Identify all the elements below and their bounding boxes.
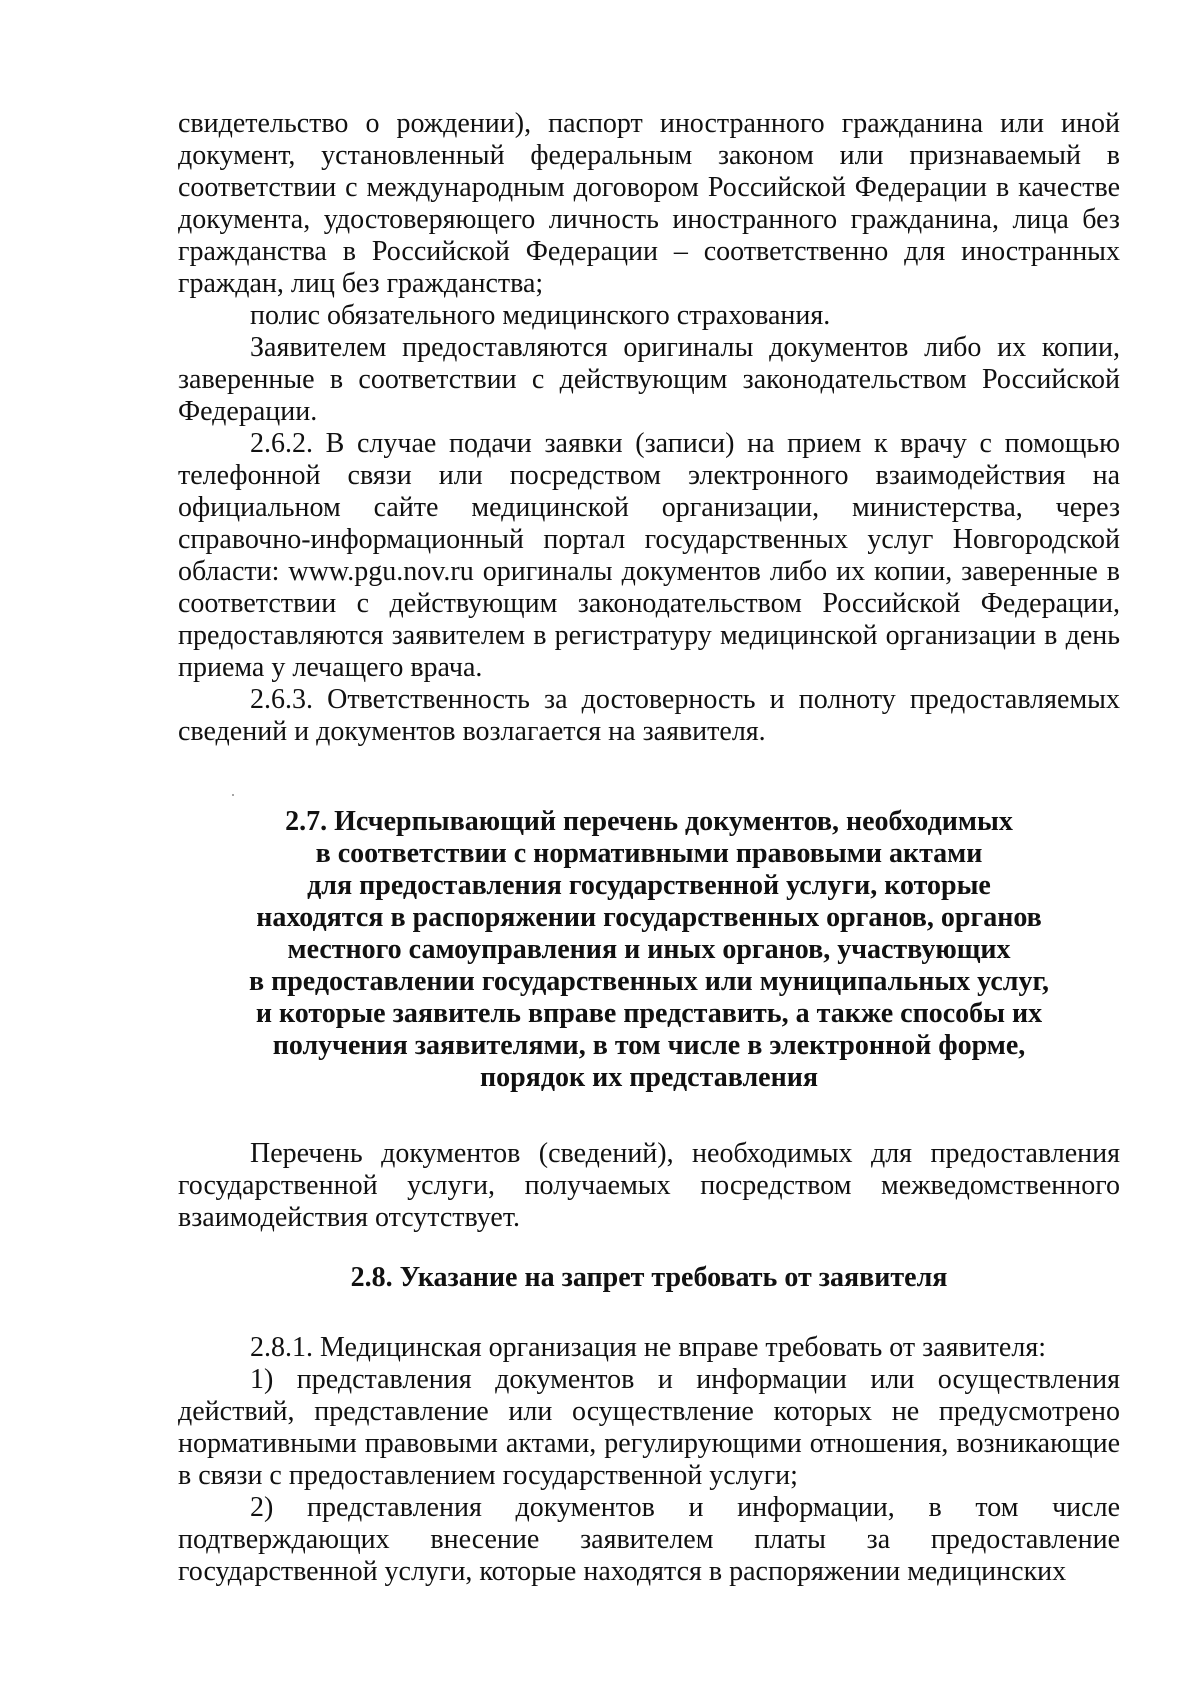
text-block-prohibitions xyxy=(178,1332,1120,1588)
heading-2-7-line: 2.7. Исчерпывающий перечень документов, необходимых xyxy=(285,806,1013,837)
text-block-interagency xyxy=(178,1138,1120,1234)
paragraph-2-6-3: 2.6.3. Ответственность за достоверность и полноту предоставляемых сведений и документов возлагается на заявителя. xyxy=(178,684,1120,747)
paragraph-item-1: 1) представления документов и информации или осуществления действий, представление или осуществление которых не предусмотрено нормативными правовыми актами, регулирующими отношения, возникающие в связи с предоставлением государственной услуги; xyxy=(178,1364,1120,1491)
heading-2-7-line: в предоставлении государственных или муниципальных услуг, xyxy=(248,966,1050,997)
heading-2-7-line: получения заявителями, в том числе в электронной форме, xyxy=(272,1030,1026,1061)
paragraph-2-8-1: 2.8.1. Медицинская организация не вправе требовать от заявителя: xyxy=(250,1332,1046,1363)
heading-2-7-line: для предоставления государственной услуги, которые xyxy=(307,870,991,901)
paragraph-identity-documents: свидетельство о рождении), паспорт иностранного гражданина или иной документ, установленный федеральным законом или признаваемый в соответствии с международным договором Российской Федерации в качестве документа, удостоверяющего личность иностранного гражданина, лица без гражданства в Российской Федерации – соответственно для иностранных граждан, лиц без гражданства; xyxy=(178,108,1120,299)
heading-2-7-line: местного самоуправления и иных органов, участвующих xyxy=(287,934,1011,965)
paragraph-insurance-policy: полис обязательного медицинского страхования. xyxy=(250,300,831,331)
heading-2-8-line: 2.8. Указание на запрет требовать от заявителя xyxy=(350,1262,948,1293)
paragraph-originals: Заявителем предоставляются оригиналы документов либо их копии, заверенные в соответствии с действующим законодательством Российской Федерации. xyxy=(178,332,1120,427)
heading-2-7-line: в соответствии с нормативными правовыми актами xyxy=(315,838,983,869)
paragraph-interagency: Перечень документов (сведений), необходимых для предоставления государственной услуги, получаемых посредством межведомственного взаимодействия отсутствует. xyxy=(178,1138,1120,1233)
heading-2-8 xyxy=(178,1262,1120,1294)
heading-2-7-line: и которые заявитель вправе представить, а также способы их xyxy=(255,998,1043,1029)
paragraph-item-2: 2) представления документов и информации, в том числе подтверждающих внесение заявителем платы за предоставление государственной услуги, которые находятся в распоряжении медицинских xyxy=(178,1492,1120,1587)
scan-speck xyxy=(232,794,234,796)
heading-2-7 xyxy=(178,806,1120,1094)
heading-2-7-line: порядок их представления xyxy=(479,1062,819,1093)
text-block-documents xyxy=(178,108,1120,748)
heading-2-7-line: находятся в распоряжении государственных органов, органов xyxy=(256,902,1042,933)
paragraph-2-6-2: 2.6.2. В случае подачи заявки (записи) на прием к врачу с помощью телефонной связи или посредством электронного взаимодействия на официальном сайте медицинской организации, министерства, через справочно-информационный портал государственных услуг Новгородской области: www.pgu.nov.ru оригиналы документов либо их копии, заверенные в соответствии с действующим законодательством Российской Федерации, предоставляются заявителем в регистратуру медицинской организации в день приема у лечащего врача. xyxy=(178,428,1120,683)
